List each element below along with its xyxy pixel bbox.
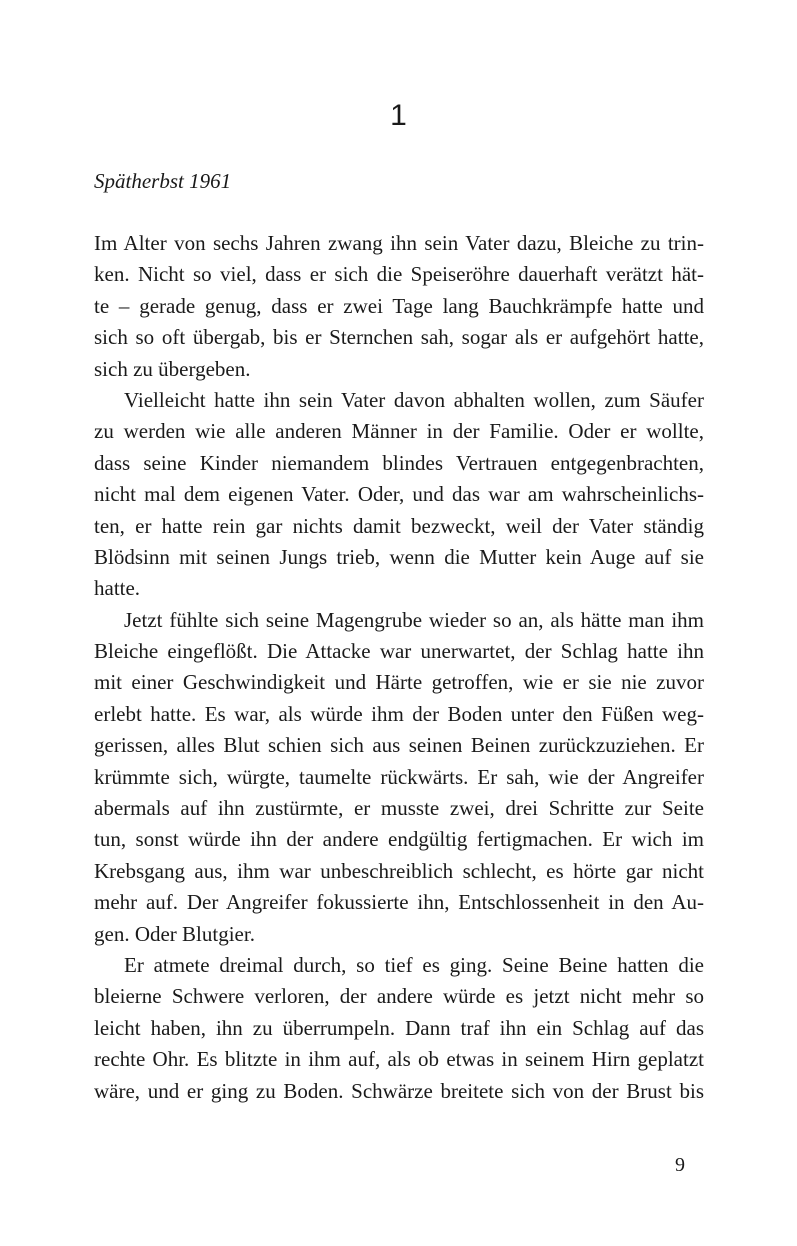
text-line: Vielleicht hatte ihn sein Vater davon abhalten wollen, zum Säufer [124, 387, 704, 412]
text-line: hatte. [94, 576, 141, 601]
text-line: gerissen, alles Blut schien sich aus seinen Beinen zurückzuziehen. Er [94, 733, 704, 758]
text-line: leicht haben, ihn zu überrumpeln. Dann traf ihn ein Schlag auf das [94, 1015, 704, 1040]
text-line: bleierne Schwere verloren, der andere würde es jetzt nicht mehr so [94, 984, 704, 1009]
paragraph [94, 950, 704, 1107]
text-line: Bleiche eingeflößt. Die Attacke war unerwartet, der Schlag hatte ihn [94, 639, 704, 664]
text-line: Er atmete dreimal durch, so tief es ging. Seine Beine hatten die [124, 952, 704, 977]
chapter-subtitle: Spätherbst 1961 [94, 169, 232, 193]
page-number: 9 [675, 1154, 685, 1176]
text-line: ten, er hatte rein gar nichts damit bezweckt, weil der Vater ständig [94, 513, 704, 538]
text-line: zu werden wie alle anderen Männer in der Familie. Oder er wollte, [94, 419, 704, 444]
text-line: abermals auf ihn zustürmte, er musste zwei, drei Schritte zur Seite [94, 796, 704, 821]
chapter-number: 1 [390, 99, 407, 132]
text-line: wäre, und er ging zu Boden. Schwärze breitete sich von der Brust bis [94, 1078, 704, 1103]
text-line: mit einer Geschwindigkeit und Härte getroffen, wie er sie nie zuvor [94, 670, 704, 695]
text-line: sich so oft übergab, bis er Sternchen sah, sogar als er aufgehört hatte, [94, 325, 704, 350]
text-line: Jetzt fühlte sich seine Magengrube wieder so an, als hätte man ihm [124, 607, 704, 632]
text-line: Im Alter von sechs Jahren zwang ihn sein Vater dazu, Bleiche zu trin- [94, 231, 704, 255]
text-line: ken. Nicht so viel, dass er sich die Speiseröhre dauerhaft verätzt hät- [94, 262, 704, 287]
text-line: nicht mal dem eigenen Vater. Oder, und das war am wahrscheinlichs- [94, 482, 704, 507]
body-text [94, 228, 704, 1107]
text-line: gen. Oder Blutgier. [94, 921, 255, 946]
text-line: dass seine Kinder niemandem blindes Vertrauen entgegenbrachten, [94, 450, 704, 475]
text-line: Krebsgang aus, ihm war unbeschreiblich schlecht, es hörte gar nicht [94, 858, 704, 883]
text-line: erlebt hatte. Es war, als würde ihm der Boden unter den Füßen weg- [94, 701, 704, 726]
text-line: te – gerade genug, dass er zwei Tage lang Bauchkrämpfe hatte und [94, 293, 704, 318]
text-line: krümmte sich, würgte, taumelte rückwärts. Er sah, wie der Angreifer [94, 764, 704, 789]
text-line: sich zu übergeben. [94, 356, 251, 381]
paragraph [94, 228, 704, 385]
text-line: Blödsinn mit seinen Jungs trieb, wenn die Mutter kein Auge auf sie [94, 544, 704, 569]
text-line: tun, sonst würde ihn der andere endgültig fertigmachen. Er wich im [94, 827, 704, 852]
text-line: mehr auf. Der Angreifer fokussierte ihn, Entschlossenheit in den Au- [94, 890, 704, 915]
paragraph [94, 385, 704, 605]
paragraph [94, 605, 704, 950]
text-line: rechte Ohr. Es blitzte in ihm auf, als ob etwas in seinem Hirn geplatzt [94, 1047, 704, 1072]
